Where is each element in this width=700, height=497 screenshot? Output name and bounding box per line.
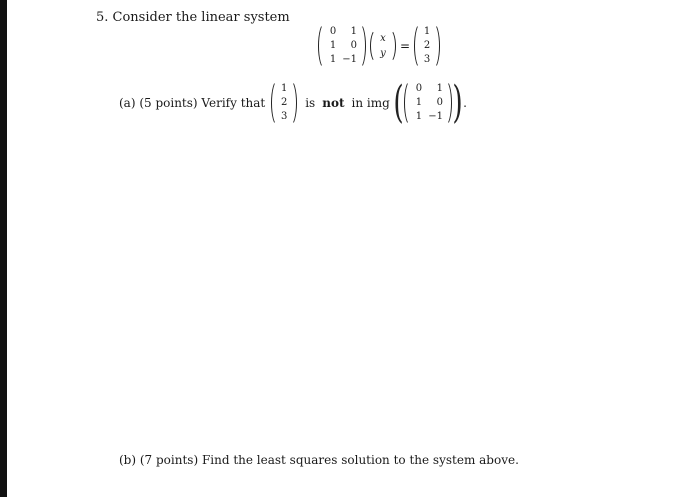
part-a-vector <box>271 80 297 126</box>
matrix-a-entry: 1 <box>329 54 337 65</box>
matrix-a-entry: 1 <box>329 40 337 51</box>
matrix-a <box>318 23 366 69</box>
matrix-a-entry: 0 <box>350 40 357 51</box>
part-a-vector-entry: 2 <box>281 97 288 108</box>
period: . <box>463 96 467 110</box>
is-text: is <box>305 96 316 110</box>
worksheet-page <box>7 0 700 497</box>
part-a-question <box>119 77 467 128</box>
equals-sign: = <box>400 39 411 53</box>
matrix-a-entry: −1 <box>342 54 357 65</box>
part-a-matrix-entry: 0 <box>436 97 443 108</box>
not-text: not <box>322 96 345 110</box>
part-a-matrix-entry: 1 <box>415 111 423 122</box>
part-a-matrix-entry: 0 <box>415 83 423 94</box>
left-black-bar <box>0 0 7 497</box>
problem-heading: 5. Consider the linear system <box>96 10 290 25</box>
vector-b <box>414 23 440 69</box>
matrix-a-entry: 1 <box>350 26 357 37</box>
vector-b-entry: 3 <box>423 54 431 65</box>
part-a-matrix <box>404 80 452 126</box>
vector-b-entry: 1 <box>423 26 431 37</box>
part-b-question: (b) (7 points) Find the least squares solution to the system above. <box>119 453 519 467</box>
matrix-a-entry: 0 <box>329 26 337 37</box>
left-outer-paren: ( <box>393 77 404 128</box>
var-y: y <box>380 48 386 59</box>
part-a-matrix-entry: −1 <box>428 111 443 122</box>
part-a-matrix-entry: 1 <box>436 83 443 94</box>
vector-b-entry: 2 <box>423 40 431 51</box>
part-a-matrix-entry: 1 <box>415 97 423 108</box>
var-x: x <box>380 33 386 44</box>
part-a-vector-entry: 3 <box>281 111 288 122</box>
part-a-label: (a) (5 points) Verify that <box>119 96 266 110</box>
right-outer-paren: ) <box>452 77 463 128</box>
variable-vector <box>370 29 396 63</box>
part-a-vector-entry: 1 <box>281 83 288 94</box>
linear-system-equation <box>318 23 440 69</box>
in-img-text: in img <box>351 96 390 110</box>
